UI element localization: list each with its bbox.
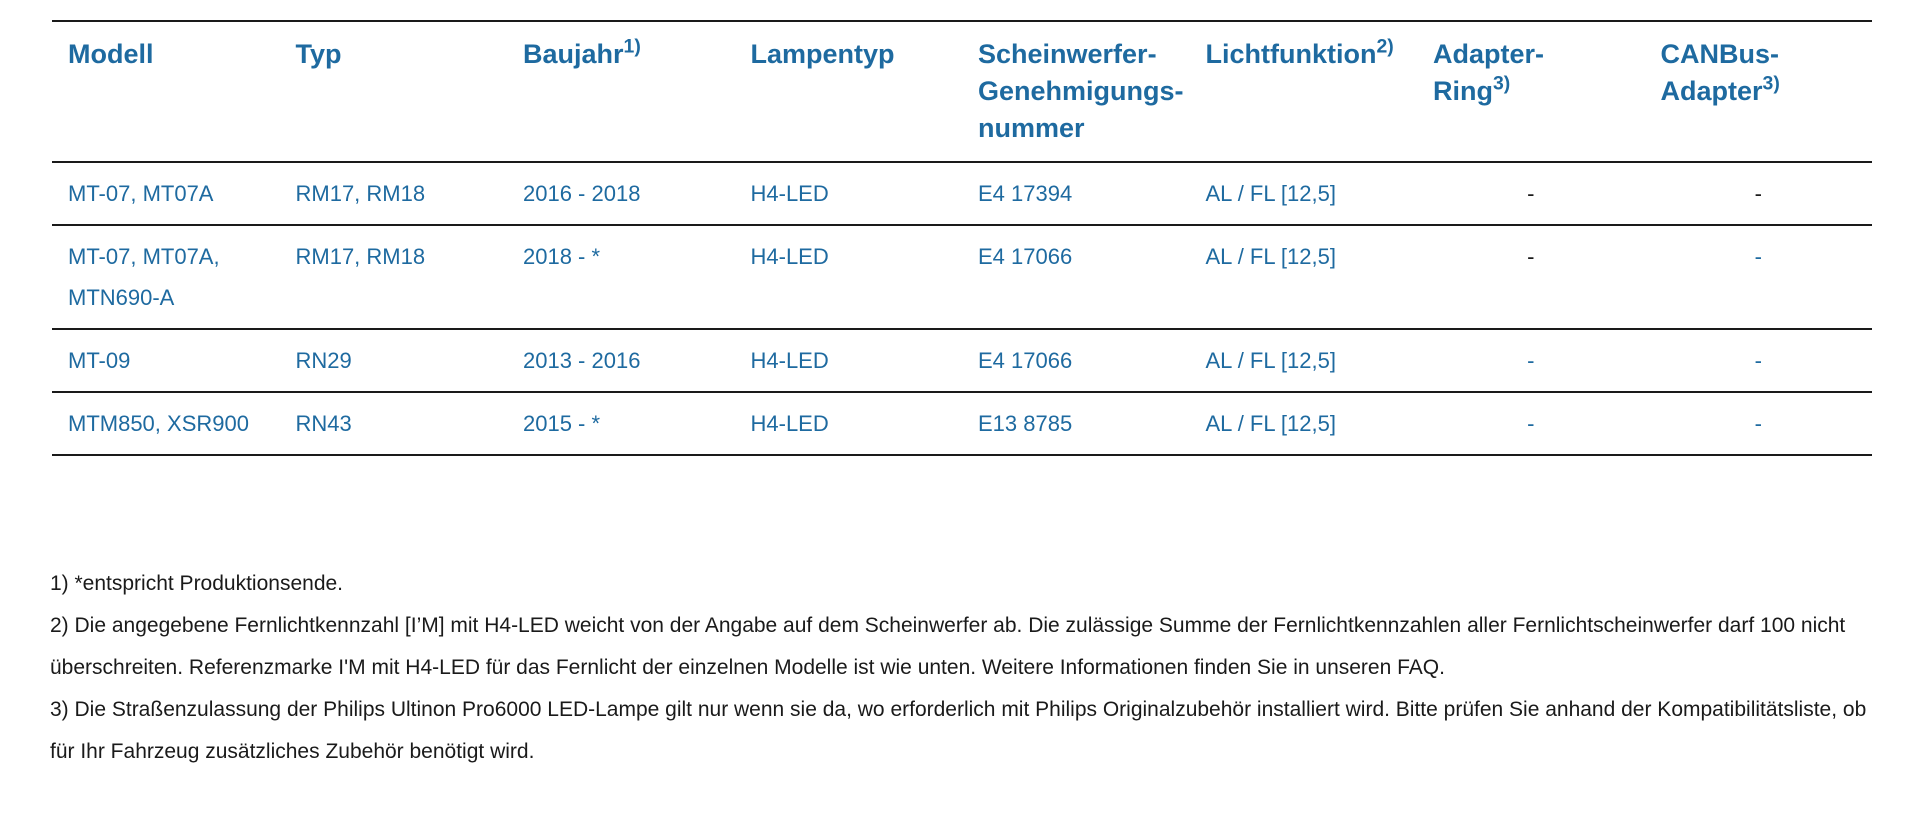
table-row [52, 329, 1872, 392]
cell-typ: RN29 [295, 348, 352, 373]
cell-typ: RM17, RM18 [295, 244, 426, 269]
cell-typ: RN43 [295, 411, 352, 436]
cell-genehmigung: E4 17394 [978, 181, 1073, 206]
header-genehmigungsnummer: Scheinwerfer- Genehmigungs- nummer [978, 39, 1184, 143]
cell-modell: MTM850, XSR900 [68, 411, 249, 436]
header-lampentyp: Lampentyp [750, 39, 895, 69]
header-lichtfunktion: Lichtfunktion$^{2)}$ [1205, 35, 1394, 69]
header-modell: Modell [68, 39, 154, 69]
cell-adapter-ring: - [1527, 411, 1535, 436]
cell-lampentyp: H4-LED [750, 181, 829, 206]
cell-genehmigung: E13 8785 [978, 411, 1073, 436]
cell-lampentyp: H4-LED [750, 348, 829, 373]
cell-canbus: - [1754, 181, 1762, 206]
table-header-row [52, 21, 1872, 162]
footnote-ref: 3) [1762, 72, 1780, 95]
cell-baujahr: 2015 - * [523, 411, 601, 436]
header-adapter-ring: Adapter- Ring$^{3)}$ [1433, 39, 1545, 106]
cell-genehmigung: E4 17066 [978, 244, 1073, 269]
footnote-1: 1) *entspricht Produktionsende. [50, 572, 344, 595]
cell-modell: MT-09 [68, 348, 131, 373]
footnote-ref: 3) [1493, 72, 1511, 95]
cell-baujahr: 2018 - * [523, 244, 601, 269]
table-row [52, 392, 1872, 455]
cell-adapter-ring: - [1527, 348, 1535, 373]
cell-modell: MT-07, MT07A, MTN690-A [68, 244, 220, 310]
header-canbus-adapter: CANBus- Adapter$^{3)}$ [1660, 39, 1780, 106]
table-row [52, 225, 1872, 329]
cell-lichtfunktion: AL / FL [12,5] [1205, 348, 1336, 373]
cell-lampentyp: H4-LED [750, 411, 829, 436]
cell-lichtfunktion: AL / FL [12,5] [1205, 411, 1336, 436]
cell-adapter-ring: - [1527, 244, 1535, 269]
header-baujahr: Baujahr$^{1)}$ [523, 35, 641, 69]
footnote-ref: 2) [1376, 35, 1394, 58]
cell-canbus: - [1754, 244, 1762, 269]
cell-lichtfunktion: AL / FL [12,5] [1205, 244, 1336, 269]
cell-lampentyp: H4-LED [750, 244, 829, 269]
cell-adapter-ring: - [1527, 181, 1535, 206]
header-typ: Typ [295, 39, 342, 69]
cell-genehmigung: E4 17066 [978, 348, 1073, 373]
footnote-2: 2) Die angegebene Fernlichtkennzahl [I’M] mit H4-LED weicht von der Angabe auf dem Scheinwerfer ab. Die zulässige Summe der Fernlichtkennzahlen aller Fernlichtscheinwerfer darf 100 nicht überschreiten. Referenzmarke I'M mit H4-LED für das Fernlicht der einzelnen Modelle ist wie unten. Weitere Informationen finden Sie in unseren FAQ. [50, 614, 1846, 679]
compatibility-table [52, 20, 1872, 456]
cell-baujahr: 2016 - 2018 [523, 181, 641, 206]
footnotes [50, 563, 1880, 773]
compatibility-table-container [52, 20, 1872, 456]
cell-lichtfunktion: AL / FL [12,5] [1205, 181, 1336, 206]
footnote-ref: 1) [623, 35, 641, 58]
cell-baujahr: 2013 - 2016 [523, 348, 641, 373]
cell-canbus: - [1754, 348, 1762, 373]
cell-modell: MT-07, MT07A [68, 181, 214, 206]
cell-canbus: - [1754, 411, 1762, 436]
table-row [52, 162, 1872, 225]
cell-typ: RM17, RM18 [295, 181, 426, 206]
footnote-3: 3) Die Straßenzulassung der Philips Ultinon Pro6000 LED-Lampe gilt nur wenn sie da, wo erforderlich mit Philips Originalzubehör installiert wird. Bitte prüfen Sie anhand der Kompatibilitätsliste, ob für Ihr Fahrzeug zusätzliches Zubehör benötigt wird. [50, 698, 1867, 763]
